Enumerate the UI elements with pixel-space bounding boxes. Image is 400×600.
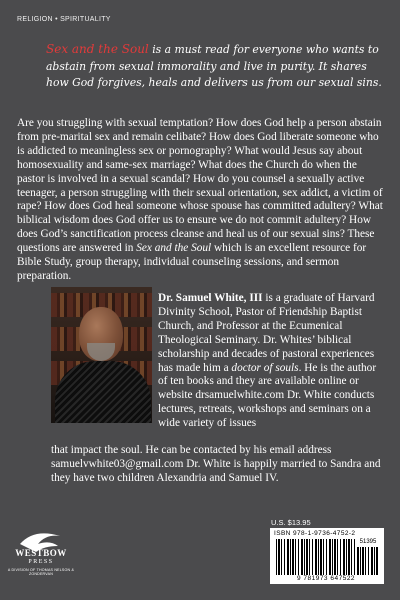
isbn-number: ISBN 978-1-9736-4752-2 — [274, 530, 356, 537]
publisher-name: WESTBOW — [15, 548, 67, 558]
intro-blurb — [46, 41, 382, 92]
author-name: Dr. Samuel White, III — [158, 292, 263, 304]
book-title-script: Sex and the Soul — [46, 42, 149, 56]
author-bio — [158, 292, 386, 431]
category-label: RELIGION • SPIRITUALITY — [17, 16, 111, 23]
barcode-addon: 51395 — [356, 539, 380, 547]
author-photo — [51, 287, 152, 423]
isbn-barcode — [270, 528, 384, 584]
author-bio-text: is a graduate of Harvard Divinity School, Pastor of Friendship Baptist Church, and Professor at the Ecumenical Theological Seminary. Dr. Whites’ biblical scholarship and decades of pastoral experiences has made him a — [158, 292, 375, 374]
publisher-press: PRESS — [28, 559, 54, 565]
intro-text: is a must read for everyone who wants to abstain from sexual immorality and live in purity. It shares how God forgives, heals and delivers us from our sexual sins. — [46, 43, 382, 89]
description-book-title: Sex and the Soul — [136, 242, 212, 255]
author-bio-emphasis: doctor of souls — [231, 361, 299, 374]
description-text: Are you struggling with sexual temptation? How does God help a person abstain from pre-marital sex and remain celibate? How does God liberate someone who is addicted to meaningless sex or pornography? What would Jesus say about homosexuality and same-sex marriage? What does the Church do when the pastor is involved in a sexual scandal? How do you counsel a sexually active teenager, a person struggling with their sexual orientation, sex addict, a victim of rape? How does God heal someone whose spouse has committed adultery? What biblical wisdom does God offer us to ensure we do not commit adultery? How does God’s sanctification process cleanse and heal us of our sexual sins? These questions are answered in — [17, 117, 383, 255]
author-bio-text-2: . He is the author of ten books and they are available online or website drsamuelwhite.com Dr. White conducts lectures, retreats, workshops and seminars on a wide variety of issues — [158, 361, 377, 430]
price-label: U.S. $13.95 — [271, 518, 311, 527]
description-end: which is an excellent resource for Bible Study, group therapy, individual counseling sessions, and sermon preparation. — [17, 242, 367, 282]
author-bio-continued: that impact the soul. He can be contacted by his email address samuelvwhite03@gmail.com Dr. White is happily married to Sandra and they have two children Alexandria and Samuel IV. — [51, 444, 381, 484]
description-paragraph — [17, 117, 383, 284]
ean-digits: 9 781973 647522 — [274, 575, 378, 582]
author-torso — [55, 361, 151, 423]
publisher-division: A DIVISION OF THOMAS NELSON & ZONDERVAN — [7, 568, 75, 576]
